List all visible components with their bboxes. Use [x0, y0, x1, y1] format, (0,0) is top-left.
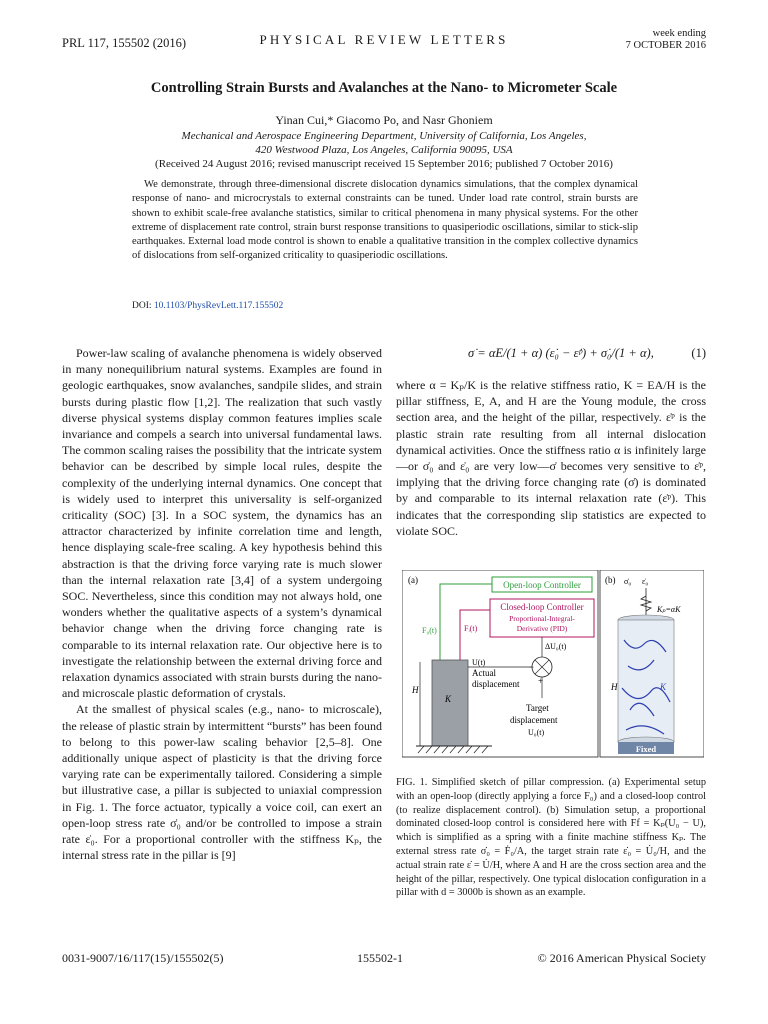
fi-line [460, 610, 490, 660]
panel-a-label: (a) [408, 575, 418, 585]
plus-sign: + [538, 676, 544, 686]
affiliation-line-2: 420 Westwood Plaza, Los Angeles, California 90095, USA [255, 144, 513, 156]
target-label-2: displacement [510, 715, 558, 725]
target-label-1: Target [526, 703, 549, 713]
intro-paragraph-2: At the smallest of physical scales (e.g., nano- to microscale), the release of plastic strain by intermittent “bursts” has been found to belong to this power-law scaling behavior [2,5–8]. One additionally unique aspect of plasticity is that the driving force varying rate can be experimentally tailored. Considering a simple but illustrative case, a pillar is subjected to uniaxial compression in Fig. 1. The force actuator, typically a voice coil, can exert an open-loop stress rate σ̇₀ and/or be controlled to impose a strain rate ε̇₀. For a proportional controller with the stiffness Kₚ, the internal stress rate in the pillar is [9] [62, 702, 382, 863]
page-header [62, 28, 706, 58]
footer-page: 155502-1 [357, 951, 403, 965]
k2-label: K [660, 682, 667, 692]
h-label: H [412, 685, 419, 695]
abstract: We demonstrate, through three-dimensional discrete dislocation dynamics simulations, that the complex dynamical response of nano- and microcrystals to external constraints can be tuned. Under load rate control, strain bursts are shown to exhibit scale-free avalanche statistics, similar to critical phenomena in many physical systems. For the other extreme of displacement rate control, strain burst response transitions to quasiperiodic oscillations, similar to stick-slip earthquakes. External load mode control is shown to enable a qualitative transition in the complex collective dynamics of dislocations from self-organized criticality to quasiperiodic oscillations. [132, 179, 638, 262]
figure-caption: FIG. 1. Simplified sketch of pillar compression. (a) Experimental setup with an open-loop (directly applying a force F₀) and a closed-loop control (to realize displacement control). (b) Simulation setup, a proportional dominated closed-loop control is considered here with Ff = Kₚ(U₀ − U), which is simplified as a spring with a finite machine stiffness Kₚ. The external stress rate σ̇₀ = Ḟ₀/A, the target strain rate ε̇₀ = U̇₀/H, and the actual strain rate ε̇ = U̇/H, where A and H are the cross section area and the height of the pillar, respectively. One typical dislocation configuration in a pillar with d = 3000b is shown as an example. [396, 777, 706, 899]
pid-line-2: Derivative (PID) [516, 624, 568, 633]
intro-paragraph-1: Power-law scaling of avalanche phenomena is widely observed in many nonequilibrium natural systems. Examples are found in geologic earthquakes, snow avalanches, sandpile slides, and strain bursts during plastic flow [1,2]. The realization that such vastly diverse physical systems display common features implies scale invariance and compels a search into universal fundamental laws. The common scaling raises the possibility that the intricate system behavior can be described by simple local rules, despite the complexity of the underlying internal dynamics. One concept that is widely used to interpret this universality is self-organized criticality (SOC) [3]. In a SOC system, the dynamics has an attractor characterized by infinite correlation time and length, hence displaying scale-free scaling. A key hypothesis behind this abstraction is that the driving force varying rate is much slower than the internal relaxation rate [3,4] of a system undergoing SOC. Nevertheless, since this condition may not always hold, one wonders whether the qualitative aspects of a system’s dynamical behavior change when the driving force changing rate is comparable to its internal relaxation rate. Our objective here is to investigate the relationship between the external driving force and relaxation dynamics associated with strain bursts during the nano- and microscale plastic deformation of crystals. [62, 346, 382, 701]
actual-label-2: displacement [472, 679, 520, 689]
week-ending-label: week ending [652, 28, 706, 39]
equation-body: σ̇ = αE/(1 + α) (ε̇₀ − ε̇ᵖ) + σ̇₀/(1 + α), [468, 346, 654, 360]
closed-loop-label: Closed-loop Controller [500, 602, 584, 612]
doi-label: DOI: [132, 301, 152, 311]
panel-a-frame [402, 570, 598, 757]
equation-number: (1) [691, 346, 706, 360]
right-paragraph-1: where α = Kₚ/K is the relative stiffness ratio, K = EA/H is the pillar stiffness, E, A, and H are the Young module, the cross section area, and the height of the pillar, respectively. ε̇ᵖ is the plastic strain rate resulting from all internal dislocation dynamical activities. Once the stiffness ratio α is infinitely large—or σ̇₀ and ε̇₀ are very low—σ̇ becomes very sensitive to ε̇ᵖ, implying that the driving force changing rate (σ̇) is dominated by and comparable to its internal relaxation rate (ε̇ᵖ). This indicates that the corresponding slip statistics are expected to violate SOC. [396, 378, 706, 538]
sigma-label: σ̇₀ [624, 577, 632, 586]
fo-line [440, 584, 492, 660]
journal-ref: PRL 117, 155502 (2016) [62, 36, 187, 50]
open-loop-label: Open-loop Controller [503, 580, 581, 590]
ground-hatch [418, 746, 488, 753]
k-label: K [445, 694, 452, 704]
fo-label: F₀(t) [422, 626, 437, 635]
footer-code: 0031-9007/16/117(15)/155502(5) [62, 951, 224, 965]
pid-line-1: Proportional-Integral- [509, 614, 575, 623]
minus-sign: − [529, 662, 535, 672]
delta-u-label: ΔU₀(t) [545, 642, 567, 651]
footer-copyright: © 2016 American Physical Society [537, 951, 706, 965]
pillar-b [618, 620, 674, 742]
affiliation [0, 129, 768, 157]
issue-date [626, 28, 706, 52]
ut-label: U(t) [472, 658, 486, 667]
fixed-label: Fixed [635, 744, 657, 754]
doi-line [132, 301, 283, 311]
affiliation-line-1: Mechanical and Aerospace Engineering Department, University of California, Los Angeles, [181, 130, 587, 142]
right-column [396, 377, 706, 539]
eps0-label: ε̇₀ [642, 577, 649, 586]
doi-link[interactable]: 10.1103/PhysRevLett.117.155502 [153, 301, 284, 311]
kp-label: Kₚ=αK [657, 605, 681, 614]
equation-1 [396, 340, 706, 372]
figure-1 [402, 570, 704, 762]
uo-label: U₀(t) [528, 728, 545, 737]
paper-title: Controlling Strain Bursts and Avalanches at the Nano- to Micrometer Scale [150, 80, 618, 96]
actual-label-1: Actual [472, 668, 496, 678]
left-column [62, 345, 382, 864]
authors: Yinan Cui,* Giacomo Po, and Nasr Ghoniem [275, 113, 493, 127]
journal-name: PHYSICAL REVIEW LETTERS [259, 32, 509, 47]
h2-label: H [611, 682, 618, 692]
issue-date-value: 7 OCTOBER 2016 [625, 40, 706, 51]
fi-label: Fᵢ(t) [464, 624, 478, 633]
received-dates: (Received 24 August 2016; revised manuscript received 15 September 2016; published 7 October 2016) [155, 158, 613, 170]
panel-b-label: (b) [605, 575, 616, 585]
